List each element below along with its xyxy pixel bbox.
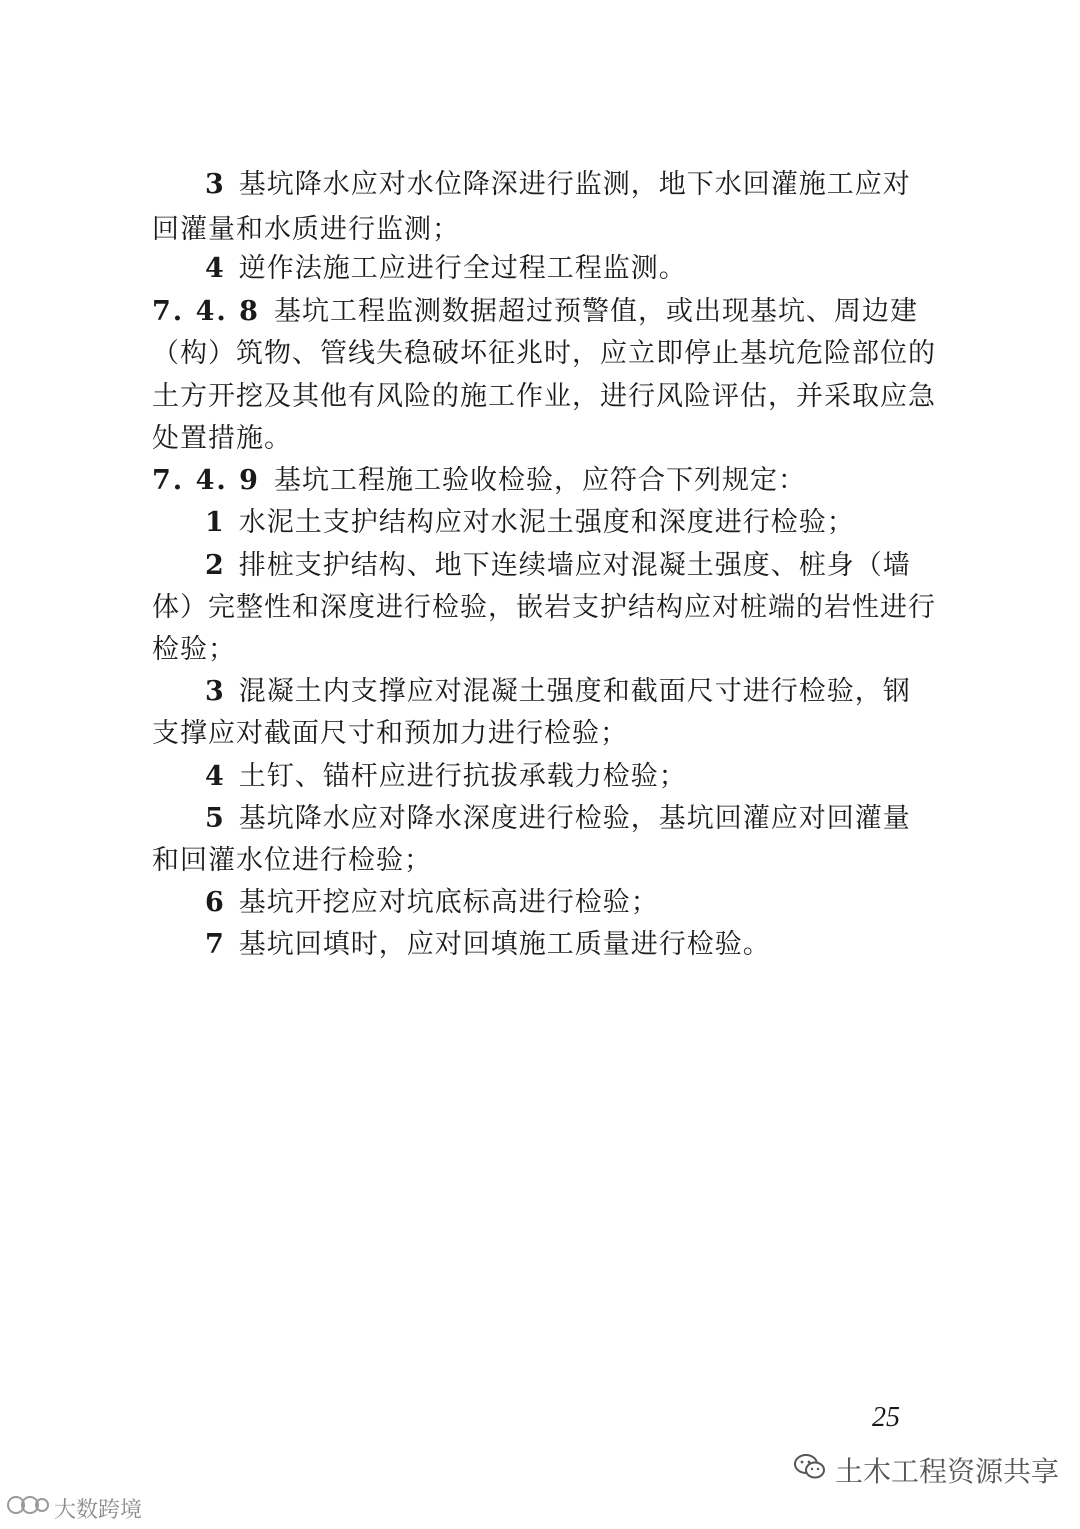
- watermark-right: [793, 1450, 1059, 1490]
- item-6-inspection-line: 6 基坑开挖应对坑底标高进行检验；: [205, 887, 659, 918]
- clause-7-4-8-line-1: 7. 4. 8 基坑工程监测数据超过预警值，或出现基坑、周边建: [152, 296, 918, 327]
- brand-logo-icon: [6, 1492, 50, 1524]
- item-7-inspection-line: 7 基坑回填时，应对回填施工质量进行检验。: [205, 929, 771, 960]
- clause-7-4-9-heading: 7. 4. 9 基坑工程施工验收检验，应符合下列规定：: [152, 465, 806, 496]
- item-2-inspection-line-3: 检验；: [152, 634, 236, 665]
- item-3-inspection-line-2: 支撑应对截面尺寸和预加力进行检验；: [152, 718, 628, 749]
- clause-7-4-8-line-4: 处置措施。: [152, 423, 292, 454]
- clause-7-4-8-line-2: （构）筑物、管线失稳破坏征兆时，应立即停止基坑危险部位的: [152, 338, 936, 369]
- item-3-inspection-line-1: 3 混凝土内支撑应对混凝土强度和截面尺寸进行检验，钢: [205, 676, 911, 707]
- item-4-inspection-line: 4 土钉、锚杆应进行抗拔承载力检验；: [205, 761, 687, 792]
- wechat-icon: [793, 1452, 827, 1489]
- watermark-left: [6, 1492, 142, 1524]
- item-3-monitoring-line-2: 回灌量和水质进行监测；: [152, 214, 460, 245]
- watermark-right-text: 土木工程资源共享: [835, 1455, 1060, 1488]
- item-1-inspection-line: 1 水泥土支护结构应对水泥土强度和深度进行检验；: [205, 507, 855, 538]
- item-4-monitoring-line: 4 逆作法施工应进行全过程工程监测。: [205, 253, 687, 284]
- item-5-inspection-line-1: 5 基坑降水应对降水深度进行检验，基坑回灌应对回灌量: [205, 803, 911, 834]
- item-2-inspection-line-1: 2 排桩支护结构、地下连续墙应对混凝土强度、桩身（墙: [205, 550, 911, 581]
- clause-7-4-8-line-3: 土方开挖及其他有风险的施工作业，进行风险评估，并采取应急: [152, 381, 936, 412]
- item-3-monitoring-line-1: 3 基坑降水应对水位降深进行监测，地下水回灌施工应对: [205, 169, 911, 200]
- page-number: 25: [872, 1402, 900, 1433]
- item-2-inspection-line-2: 体）完整性和深度进行检验，嵌岩支护结构应对桩端的岩性进行: [152, 592, 936, 623]
- watermark-left-text: 大数跨境: [54, 1497, 143, 1523]
- item-5-inspection-line-2: 和回灌水位进行检验；: [152, 845, 432, 876]
